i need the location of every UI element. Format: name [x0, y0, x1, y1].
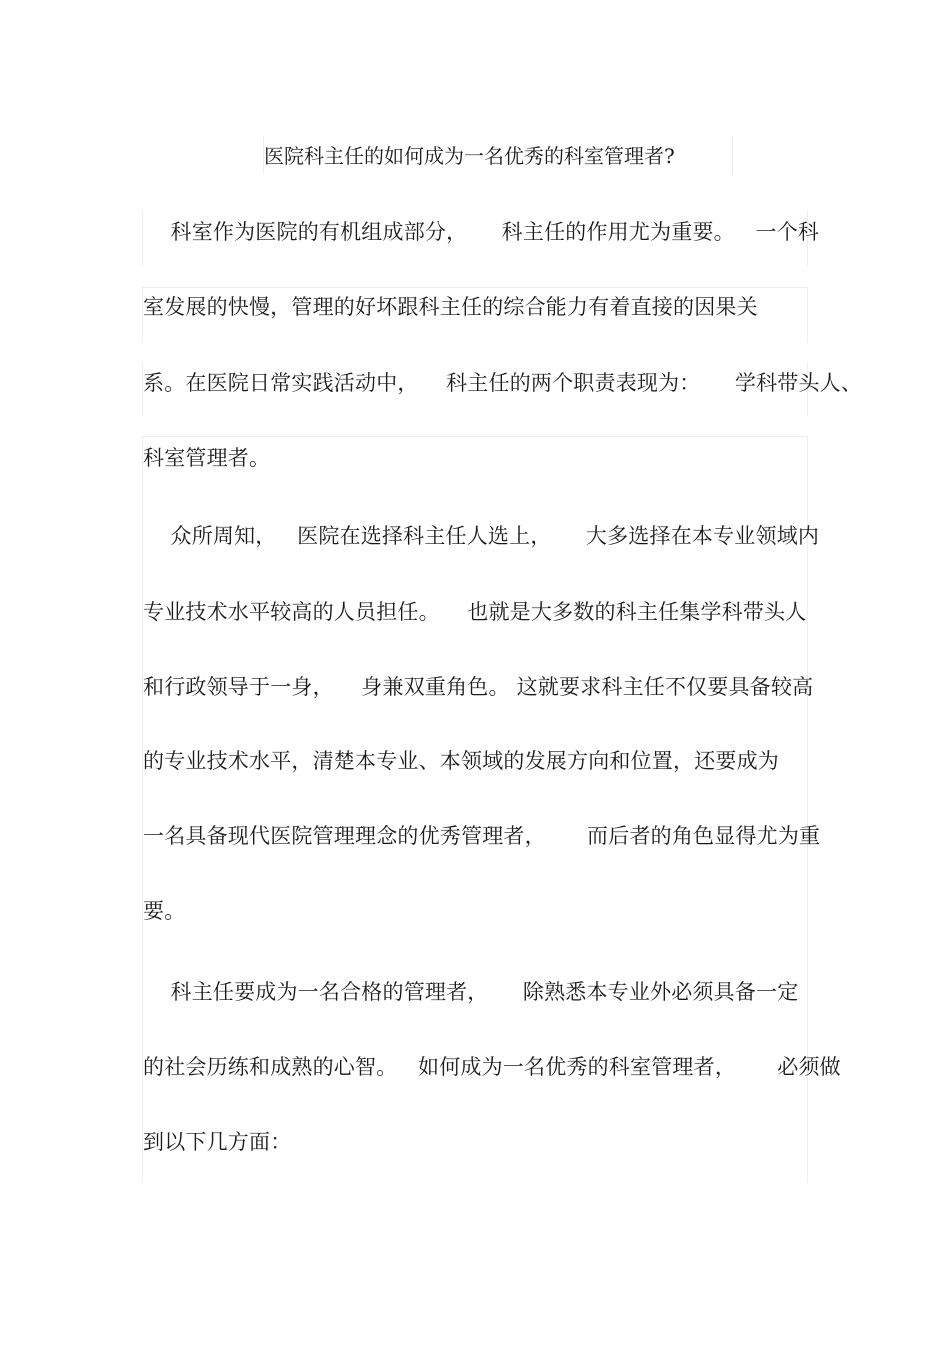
paragraph-line: 要。 — [143, 899, 186, 923]
document-title: 医院科主任的如何成为一名优秀的科室管理者? — [264, 144, 675, 168]
paragraph-line: 众所周知， 医院在选择科主任人选上， 大多选择在本专业领域内 — [143, 524, 820, 548]
paragraph-line: 到以下几方面： — [143, 1130, 292, 1154]
paragraph-line: 一名具备现代医院管理理念的优秀管理者， 而后者的角色显得尤为重 — [143, 824, 821, 848]
paragraph-line: 科室作为医院的有机组成部分， 科主任的作用尤为重要。 一个科 — [143, 220, 820, 244]
paragraph-line: 和行政领导于一身， 身兼双重角色。 这就要求科主任不仅要具备较高 — [143, 675, 814, 699]
paragraph-line: 专业技术水平较高的人员担任。 也就是大多数的科主任集学科带头人 — [143, 600, 807, 624]
paragraph-line: 系。在医院日常实践活动中， 科主任的两个职责表现为： 学科带头人、 — [143, 371, 863, 395]
paragraph-line: 室发展的快慢，管理的好坏跟科主任的综合能力有着直接的因果关 — [143, 295, 758, 319]
paragraph-line: 的社会历练和成熟的心智。 如何成为一名优秀的科室管理者， 必须做 — [143, 1055, 841, 1079]
paragraph-line: 科室管理者。 — [143, 446, 271, 470]
title-frame — [263, 136, 733, 174]
paragraph-line: 科主任要成为一名合格的管理者， 除熟悉本专业外必须具备一定 — [143, 980, 799, 1004]
paragraph-line: 的专业技术水平，清楚本专业、本领域的发展方向和位置，还要成为 — [143, 749, 779, 773]
